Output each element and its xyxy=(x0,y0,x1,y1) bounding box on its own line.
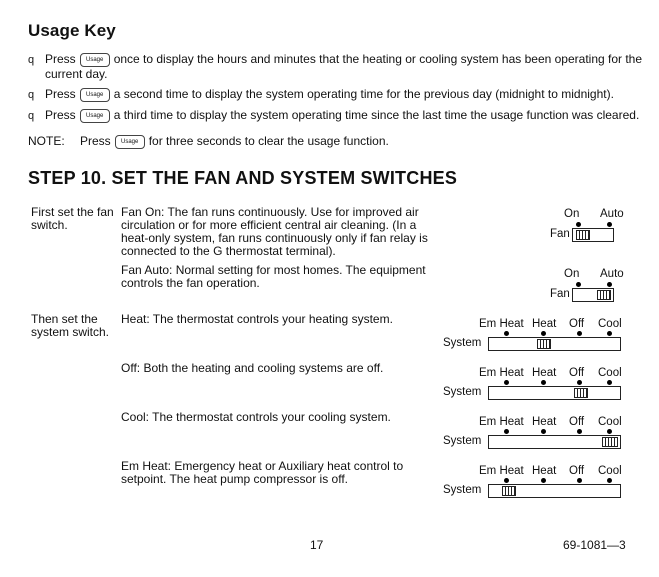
note-text-pre: Press xyxy=(80,134,111,148)
position-dot-icon xyxy=(607,429,612,434)
bullet-text-post: a second time to display the system operating time for the previous day (midnight to midnight). xyxy=(113,87,614,101)
switch-slider-icon xyxy=(576,230,590,240)
fan-switch-diagram-on xyxy=(548,208,628,248)
switch-slider-icon xyxy=(597,290,611,300)
page-number: 17 xyxy=(310,538,324,552)
switch-slider-icon xyxy=(502,486,516,496)
switch-track xyxy=(488,386,621,400)
system-switch-diagram-heat xyxy=(443,318,628,358)
bullet-icon: q xyxy=(28,54,35,66)
switch-slider-icon xyxy=(574,388,588,398)
switch-position-label: Auto xyxy=(600,268,624,280)
switch-position-label: On xyxy=(564,268,580,280)
bullet-text-post: once to display the hours and minutes that the heating or cooling system has been operating for the current day. xyxy=(45,52,643,81)
switch-name-label: System xyxy=(443,386,482,398)
bullet-text-pre: Press xyxy=(45,108,76,122)
position-dot-icon xyxy=(607,380,612,385)
system-switch-diagram-cool xyxy=(443,416,628,456)
position-dot-icon xyxy=(607,222,612,227)
position-dot-icon xyxy=(504,331,509,336)
position-dot-icon xyxy=(607,331,612,336)
switch-position-label: Cool xyxy=(598,318,622,330)
position-dot-icon xyxy=(541,331,546,336)
bullet-text-post: a third time to display the system operating time since the last time the usage function was cleared. xyxy=(113,108,640,122)
switch-slider-icon xyxy=(537,339,551,349)
position-dot-icon xyxy=(577,478,582,483)
switch-position-label: Cool xyxy=(598,465,622,477)
switch-name-label: Fan xyxy=(550,228,570,240)
position-dot-icon xyxy=(576,282,581,287)
switch-position-label: Em Heat xyxy=(479,465,524,477)
fan-intro: First set the fan switch. xyxy=(31,205,114,232)
position-dot-icon xyxy=(607,282,612,287)
switch-position-label: Em Heat xyxy=(479,367,524,379)
position-dot-icon xyxy=(504,429,509,434)
switch-position-label: Off xyxy=(569,367,585,379)
position-dot-icon xyxy=(541,429,546,434)
position-dot-icon xyxy=(541,380,546,385)
switch-track xyxy=(488,337,621,351)
usage-key-icon: Usage xyxy=(80,109,110,123)
position-dot-icon xyxy=(577,331,582,336)
switch-position-label: Heat xyxy=(532,416,557,428)
switch-position-label: Heat xyxy=(532,465,557,477)
switch-name-label: System xyxy=(443,484,482,496)
switch-position-label: Heat xyxy=(532,367,557,379)
fan-switch-diagram-auto xyxy=(548,268,628,308)
note-label: NOTE: xyxy=(28,134,65,148)
usage-key-icon: Usage xyxy=(80,53,110,67)
system-switch-diagram-em-heat xyxy=(443,465,628,505)
desc-heat: Heat: The thermostat controls your heating system. xyxy=(121,312,393,326)
system-switch-diagram-off xyxy=(443,367,628,407)
switch-position-label: Off xyxy=(569,465,585,477)
switch-position-label: On xyxy=(564,208,580,220)
switch-position-label: Cool xyxy=(598,416,622,428)
position-dot-icon xyxy=(607,478,612,483)
desc-off: Off: Both the heating and cooling systems are off. xyxy=(121,361,384,375)
switch-track xyxy=(488,435,621,449)
position-dot-icon xyxy=(577,429,582,434)
desc-fan-auto: Fan Auto: Normal setting for most homes. The equipment controls the fan operation. xyxy=(121,263,426,290)
switch-slider-icon xyxy=(602,437,618,447)
bullet-text-pre: Press xyxy=(45,52,76,66)
bullet-icon: q xyxy=(28,89,35,101)
switch-position-label: Em Heat xyxy=(479,318,524,330)
switch-name-label: System xyxy=(443,435,482,447)
switch-track xyxy=(488,484,621,498)
step-10-heading: STEP 10. SET THE FAN AND SYSTEM SWITCHES xyxy=(28,168,458,188)
position-dot-icon xyxy=(576,222,581,227)
usage-key-heading: Usage Key xyxy=(28,21,116,40)
switch-position-label: Off xyxy=(569,318,585,330)
bullet-text-pre: Press xyxy=(45,87,76,101)
desc-em-heat: Em Heat: Emergency heat or Auxiliary heat control to setpoint. The heat pump compressor is off. xyxy=(121,459,404,486)
desc-fan-on: Fan On: The fan runs continuously. Use for improved air circulation or for more efficient central air cleaning. (In a heat-only system, fan runs continuously only if fan relay is connected to the G thermostat terminal). xyxy=(121,205,428,258)
switch-position-label: Cool xyxy=(598,367,622,379)
switch-track xyxy=(572,288,614,302)
position-dot-icon xyxy=(577,380,582,385)
switch-name-label: System xyxy=(443,337,482,349)
position-dot-icon xyxy=(541,478,546,483)
usage-key-icon: Usage xyxy=(80,88,110,102)
position-dot-icon xyxy=(504,478,509,483)
bullet-icon: q xyxy=(28,110,35,122)
switch-position-label: Off xyxy=(569,416,585,428)
document-number: 69-1081—3 xyxy=(563,538,626,552)
system-intro: Then set the system switch. xyxy=(31,312,110,339)
position-dot-icon xyxy=(504,380,509,385)
usage-note xyxy=(28,134,389,149)
switch-position-label: Auto xyxy=(600,208,624,220)
switch-position-label: Heat xyxy=(532,318,557,330)
note-text-post: for three seconds to clear the usage function. xyxy=(148,134,389,148)
switch-track xyxy=(572,228,614,242)
desc-cool: Cool: The thermostat controls your cooling system. xyxy=(121,410,391,424)
switch-name-label: Fan xyxy=(550,288,570,300)
switch-position-label: Em Heat xyxy=(479,416,524,428)
usage-key-icon: Usage xyxy=(115,135,145,149)
